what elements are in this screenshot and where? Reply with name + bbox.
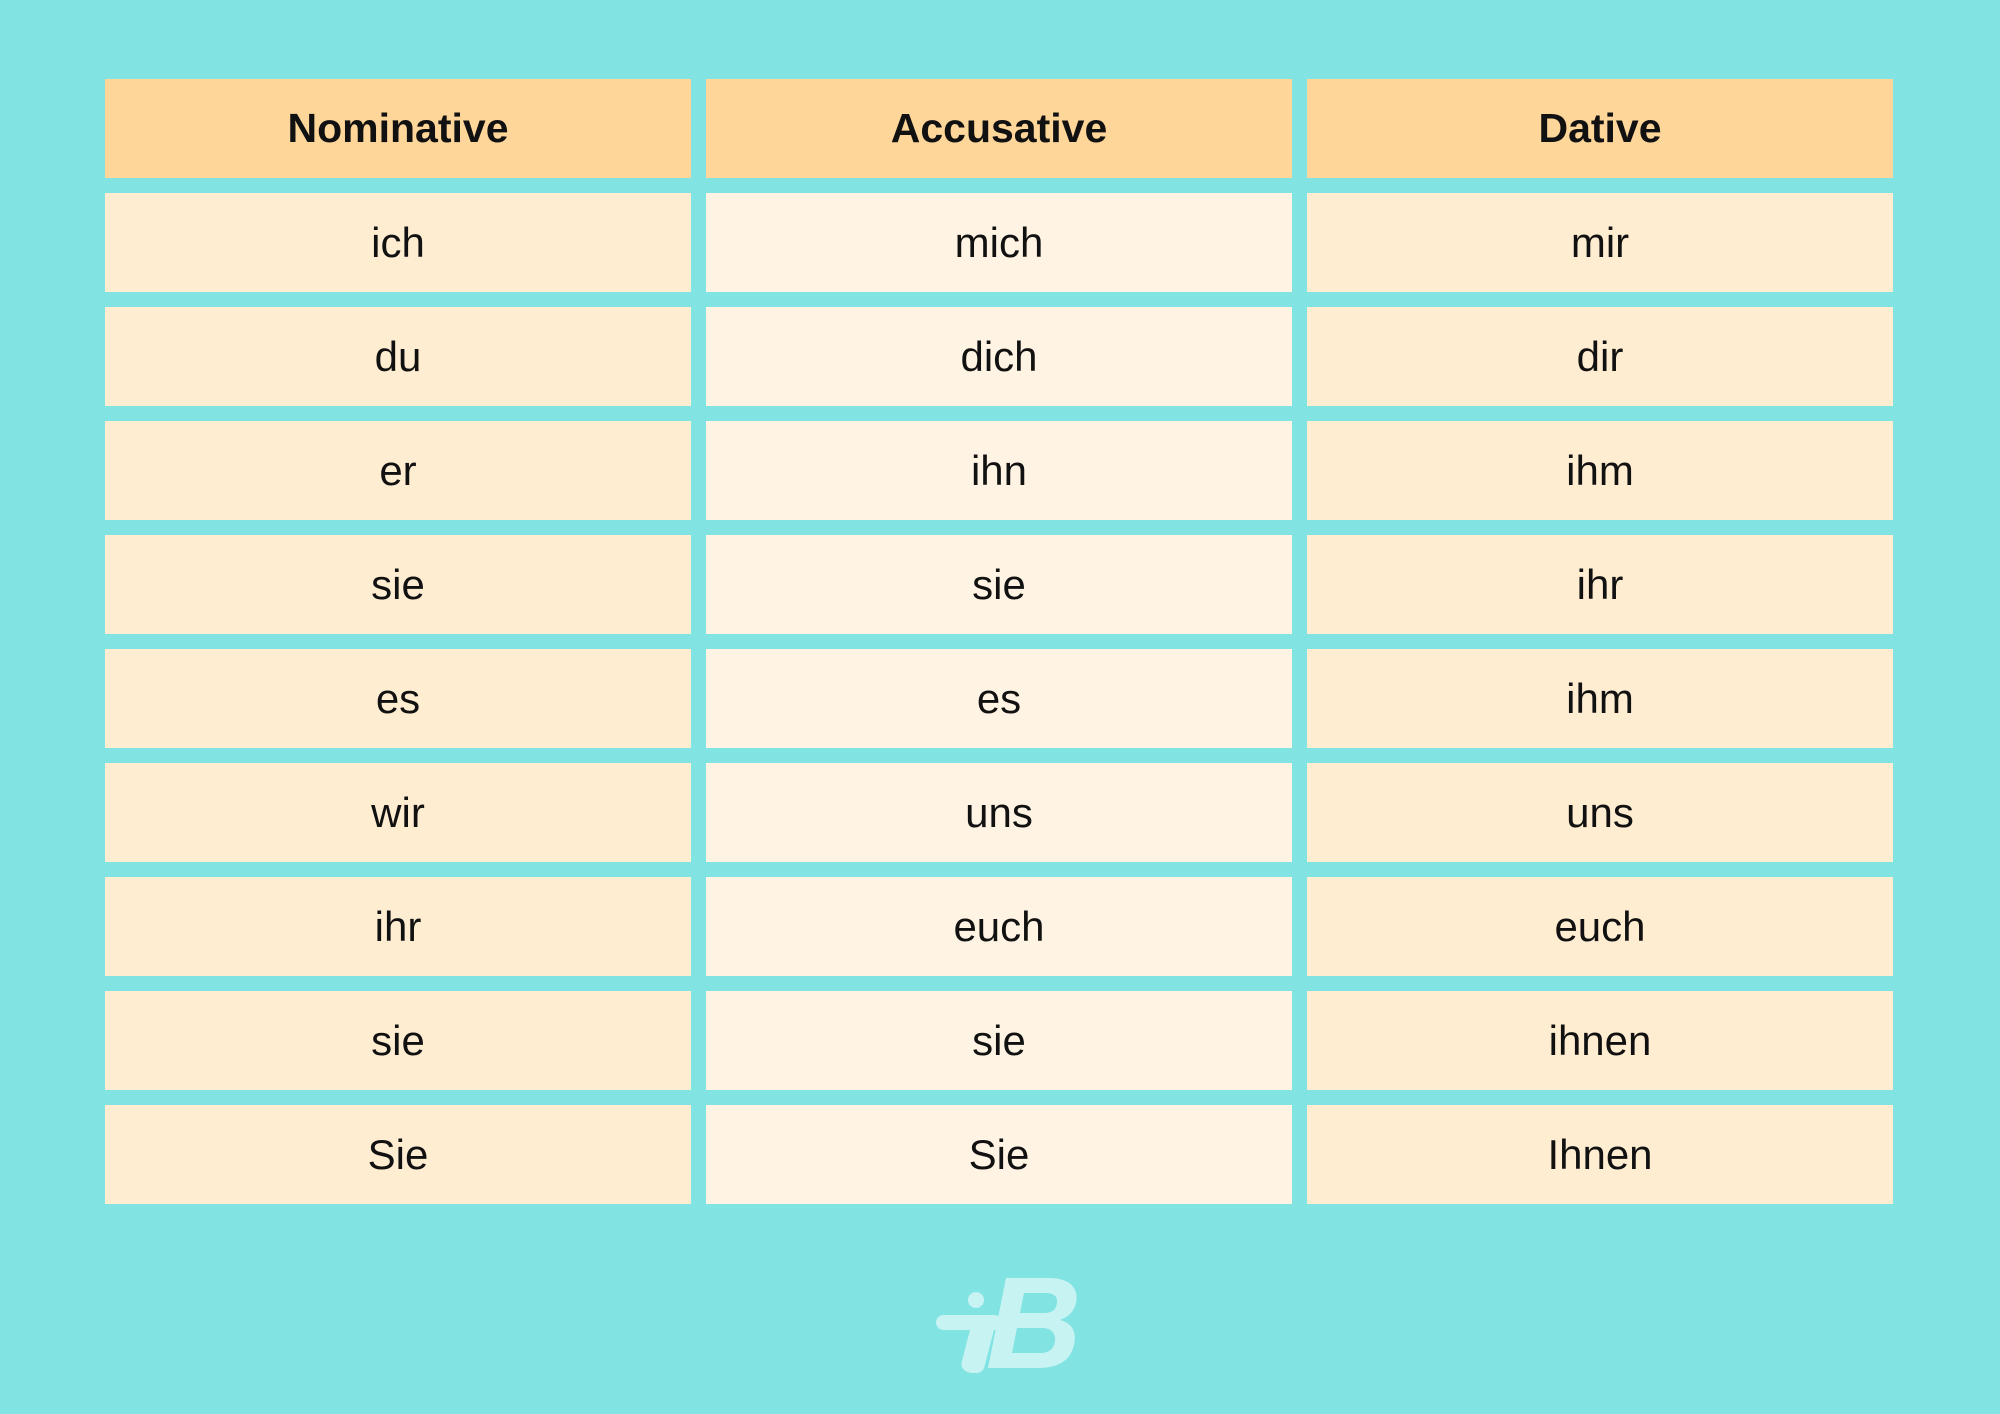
cell-dative: ihr [1307,535,1893,634]
cell-nominative: sie [105,535,691,634]
header-dative: Dative [1307,79,1893,178]
cell-accusative: dich [706,307,1292,406]
cell-dative: Ihnen [1307,1105,1893,1204]
cell-dative: uns [1307,763,1893,862]
table-row [105,991,1895,1090]
cell-nominative: Sie [105,1105,691,1204]
table-row [105,877,1895,976]
cell-dative: euch [1307,877,1893,976]
cell-nominative: es [105,649,691,748]
cell-dative: ihm [1307,649,1893,748]
cell-accusative: es [706,649,1292,748]
cell-dative: ihm [1307,421,1893,520]
cell-accusative: sie [706,535,1292,634]
table-row [105,307,1895,406]
cell-nominative: ihr [105,877,691,976]
cell-dative: ihnen [1307,991,1893,1090]
cell-accusative: mich [706,193,1292,292]
table-row [105,535,1895,634]
cell-nominative: wir [105,763,691,862]
cell-dative: dir [1307,307,1893,406]
table-row [105,1105,1895,1204]
cell-accusative: euch [706,877,1292,976]
table-row [105,421,1895,520]
pronoun-case-table [105,79,1895,1219]
table-row [105,649,1895,748]
header-accusative: Accusative [706,79,1292,178]
cell-nominative: sie [105,991,691,1090]
cell-nominative: er [105,421,691,520]
cell-accusative: uns [706,763,1292,862]
babbel-logo-icon [936,1273,1086,1373]
cell-accusative: Sie [706,1105,1292,1204]
table-header-row [105,79,1895,178]
table-row [105,193,1895,292]
cell-accusative: ihn [706,421,1292,520]
table-row [105,763,1895,862]
cell-dative: mir [1307,193,1893,292]
cell-nominative: du [105,307,691,406]
header-nominative: Nominative [105,79,691,178]
cell-nominative: ich [105,193,691,292]
cell-accusative: sie [706,991,1292,1090]
